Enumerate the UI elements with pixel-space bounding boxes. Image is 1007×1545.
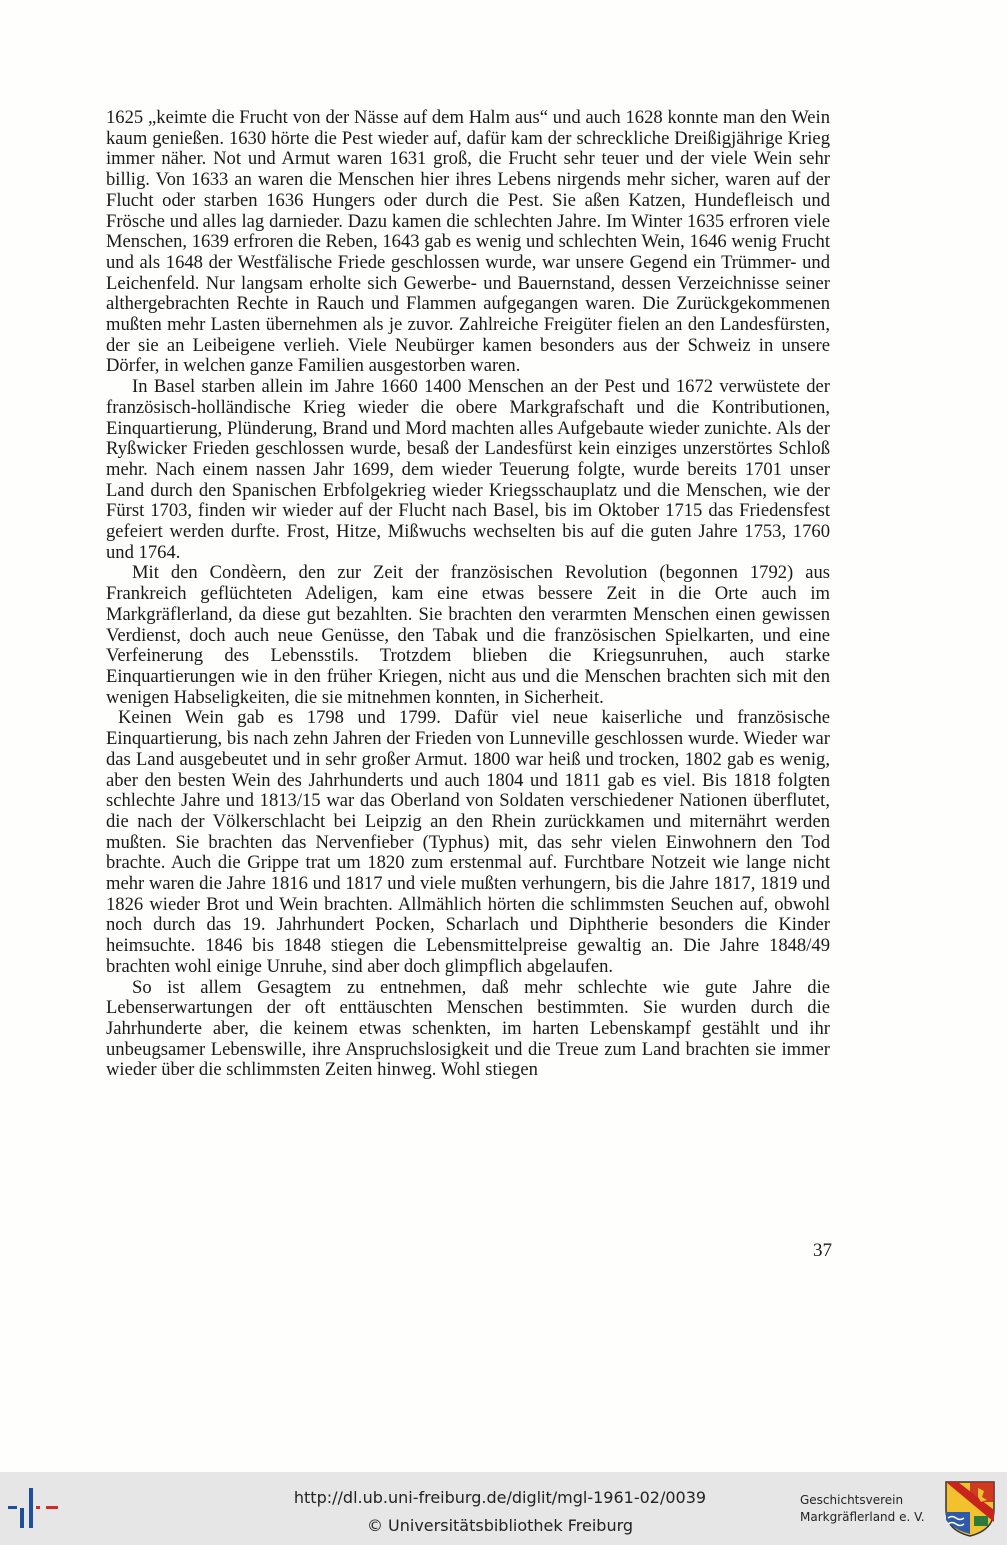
- footer-bar: [0, 1472, 1007, 1545]
- document-url-link[interactable]: http://dl.ub.uni-freiburg.de/diglit/mgl-1961-02/0039: [293, 1488, 707, 1507]
- society-name: [800, 1492, 940, 1526]
- society-name-line1: Geschichtsverein: [800, 1493, 904, 1507]
- text-column: [106, 108, 830, 1081]
- digital-library-logo-icon[interactable]: [8, 1486, 64, 1532]
- society-name-line2: Markgräflerland e. V.: [800, 1510, 925, 1524]
- page-number: 37: [813, 1240, 832, 1261]
- paragraph-3: Mit den Condèern, den zur Zeit der französischen Revolution (begonnen 1792) aus Frankreich geflüchteten Adeligen, kam eine etwas bessere Zeit in die Orte auch im Markgräflerland, da diese gut bezahlten. Sie brachten den verarmten Menschen einen gewissen Verdienst, doch auch neue Genüsse, den Tabak und die französischen Spielkarten, und eine Verfeinerung des Lebensstils. Trotzdem blieben die Kriegsunruhen, auch starke Einquartierungen wie in den früher Kriegen, nicht aus und die Menschen brachten sich mit den wenigen Habseligkeiten, die sie mitnehmen konnten, in Sicherheit.: [106, 562, 830, 708]
- paragraph-5: So ist allem Gesagtem zu entnehmen, daß mehr schlechte wie gute Jahre die Lebenserwartungen der oft enttäuschten Menschen bestimmten. Sie wurden durch die Jahrhunderte aber, die keinem etwas schenkten, im harten Lebenskampf gestählt und ihr unbeugsamer Lebenswille, ihre Anspruchslosigkeit und die Treue zum Land brachten sie immer wieder über die schlimmsten Zeiten hinweg. Wohl stiegen: [106, 976, 830, 1081]
- copyright-notice: © Universitätsbibliothek Freiburg: [366, 1516, 634, 1535]
- paragraph-2: In Basel starben allein im Jahre 1660 1400 Menschen an der Pest und 1672 verwüstete der französisch-holländische Krieg wieder die obere Markgrafschaft und die Kontributionen, Einquartierung, Plünderung, Brand und Mord machten alles Aufgebaute wieder zunichte. Als der Ryßwicker Frieden geschlossen wurde, besaß der Landesfürst kein einziges unzerstörtes Schloß mehr. Nach einem nassen Jahr 1699, dem wieder Teuerung folgte, wurde bereits 1701 unser Land durch den Spanischen Erbfolgekrieg wieder Kriegsschauplatz und die Menschen, wie der Fürst 1703, finden wir wieder auf der Flucht nach Basel, bis im Oktober 1715 das Friedensfest gefeiert werden durfte. Frost, Hitze, Mißwuchs wechselten bis auf die guten Jahre 1753, 1760 und 1764.: [106, 376, 830, 563]
- paragraph-4: Keinen Wein gab es 1798 und 1799. Dafür viel neue kaiserliche und französische Einquartierung, bis nach zehn Jahren der Frieden von Lunneville geschlossen wurde. Wieder war das Land ausgebeutet und in sehr großer Armut. 1800 war heiß und trocken, 1802 gab es wenig, aber den besten Wein des Jahrhunderts und auch 1804 und 1811 gab es viel. Bis 1818 folgten schlechte Jahre und 1813/15 war das Oberland von Soldaten verschiedener Nationen überflutet, die nach der Völkerschlacht bei Leipzig an den Rhein zurückkamen und miternährt werden mußten. Sie brachten das Nervenfieber (Typhus) mit, das sehr vielen Einwohnern den Tod brachte. Auch die Grippe trat um 1820 zum erstenmal auf. Furchtbare Notzeit wie lange nicht mehr waren die Jahre 1816 und 1817 und viele mußten verhungern, bis die Jahre 1817, 1819 und 1826 wieder Brot und Wein brachten. Allmählich hörten die schlimmsten Seuchen auf, obwohl noch durch das 19. Jahrhundert Pocken, Scharlach und Diphtherie besonders die Kinder heimsuchte. 1846 bis 1848 stiegen die Lebensmittelpreise gewaltig an. Die Jahre 1848/49 brachten wohl einige Unruhe, sind aber doch glimpflich abgelaufen.: [106, 707, 830, 977]
- paragraph-1: 1625 „keimte die Frucht von der Nässe auf dem Halm aus“ und auch 1628 konnte man den Wein kaum genießen. 1630 hörte die Pest wieder auf, dafür kam der schreckliche Dreißigjährige Krieg immer näher. Not und Armut waren 1631 groß, die Frucht sehr teuer und der viele Wein sehr billig. Von 1633 an waren die Menschen hier ihres Lebens nirgends mehr sicher, waren auf der Flucht oder starben 1636 Hungers oder durch die Pest. Sie aßen Katzen, Hundefleisch und Frösche und alles lag darnieder. Dazu kamen die schlechten Jahre. Im Winter 1635 erfroren viele Menschen, 1639 erfroren die Reben, 1643 gab es wenig und schlechten Wein, 1646 wenig Frucht und als 1648 der Westfälische Friede geschlossen wurde, war unsere Gegend ein Trümmer- und Leichenfeld. Nur langsam erholte sich Gewerbe- und Bauernstand, dessen Verzeichnisse seiner althergebrachten Rechte in Rauch und Flammen aufgegangen waren. Die Zurückgekommenen mußten mehr Lasten übernehmen als je zuvor. Zahlreiche Freigüter fielen an den Landesfürsten, der sie an Leibeigene verlieh. Viele Neubürger kamen besonders aus der Schweiz in unsere Dörfer, in welchen ganze Familien ausgestorben waren.: [106, 107, 830, 377]
- coat-of-arms-icon[interactable]: [944, 1480, 996, 1538]
